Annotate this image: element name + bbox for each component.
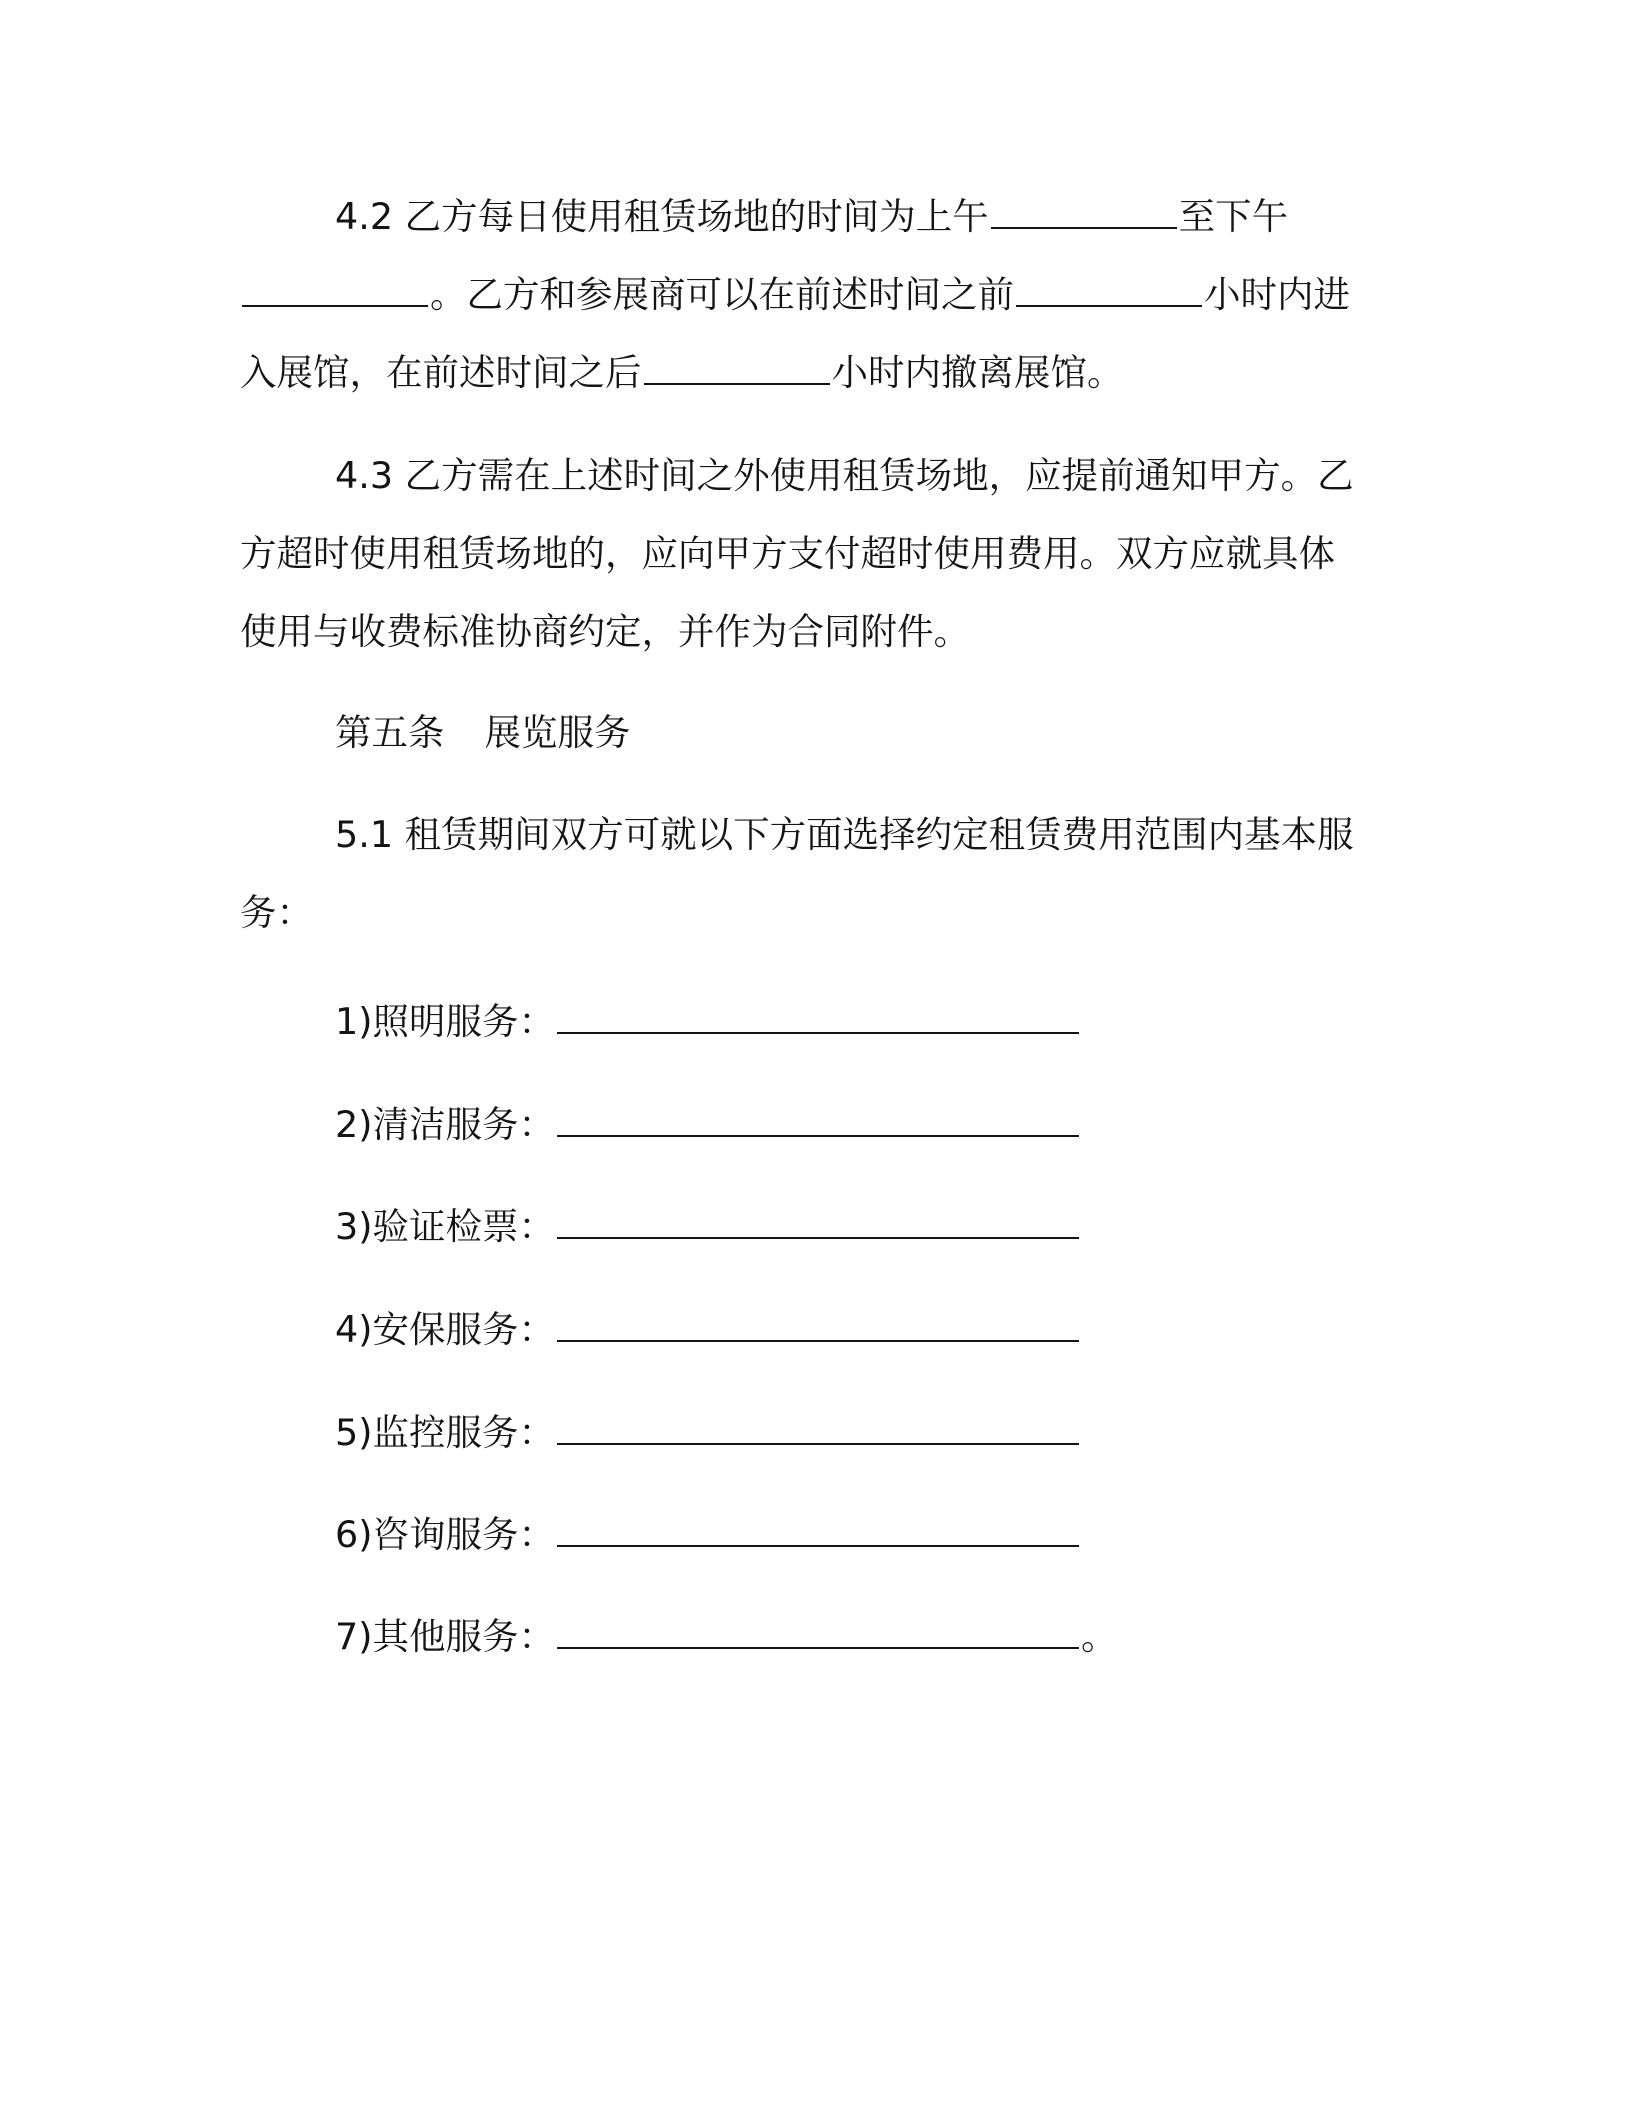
clause-4-3-line-3: 使用与收费标准协商约定，并作为合同附件。 (240, 610, 970, 653)
clause-5-1-line-1: 5.1 租赁期间双方可就以下方面选择约定租赁费用范围内基本服 (335, 813, 1354, 856)
service-blank[interactable] (557, 1310, 1079, 1342)
blank-end-time[interactable] (242, 275, 428, 307)
service-item (335, 1300, 1081, 1360)
clause-5-1-line-2: 务： (240, 891, 313, 934)
blank-start-time[interactable] (991, 197, 1177, 229)
service-label: 7)其他服务： (335, 1615, 555, 1658)
service-label: 3)验证检票： (335, 1205, 555, 1248)
service-label: 4)安保服务： (335, 1308, 555, 1351)
article-5-heading (335, 703, 631, 763)
service-label: 2)清洁服务： (335, 1103, 555, 1146)
service-item (335, 1607, 1117, 1667)
blank-entry-hours[interactable] (1016, 275, 1202, 307)
service-blank[interactable] (557, 1105, 1079, 1137)
service-item (335, 1095, 1081, 1155)
article-number: 第五条 (335, 711, 445, 754)
service-item (335, 992, 1081, 1052)
clause-4-3-line-1: 4.3 乙方需在上述时间之外使用租赁场地，应提前通知甲方。乙 (335, 454, 1354, 497)
service-label: 6)咨询服务： (335, 1513, 555, 1556)
service-item (335, 1197, 1081, 1257)
service-blank[interactable] (557, 1207, 1079, 1239)
blank-exit-hours[interactable] (644, 353, 830, 385)
clause-4-2-line-1: 4.2 乙方每日使用租赁场地的时间为上午 至下午 (335, 195, 1289, 238)
clause-4-3 (240, 437, 1360, 671)
service-item (335, 1403, 1081, 1463)
service-item (335, 1505, 1081, 1565)
service-blank[interactable] (557, 1413, 1079, 1445)
service-suffix: 。 (1080, 1615, 1118, 1658)
clause-4-2 (240, 178, 1360, 412)
clause-5-1 (240, 796, 1360, 952)
service-blank[interactable] (557, 1515, 1079, 1547)
clause-4-2-line-2: 。乙方和参展商可以在前述时间之前 小时内进 (240, 256, 1360, 334)
article-title: 展览服务 (484, 711, 631, 754)
clause-4-2-line-3: 入展馆，在前述时间之后 小时内撤离展馆。 (240, 351, 1124, 394)
service-blank[interactable] (557, 1002, 1079, 1034)
service-label: 1)照明服务： (335, 1000, 555, 1043)
service-blank[interactable] (557, 1617, 1079, 1649)
service-label: 5)监控服务： (335, 1411, 555, 1454)
clause-4-3-line-2: 方超时使用租赁场地的，应向甲方支付超时使用费用。双方应就具体 (240, 532, 1335, 575)
